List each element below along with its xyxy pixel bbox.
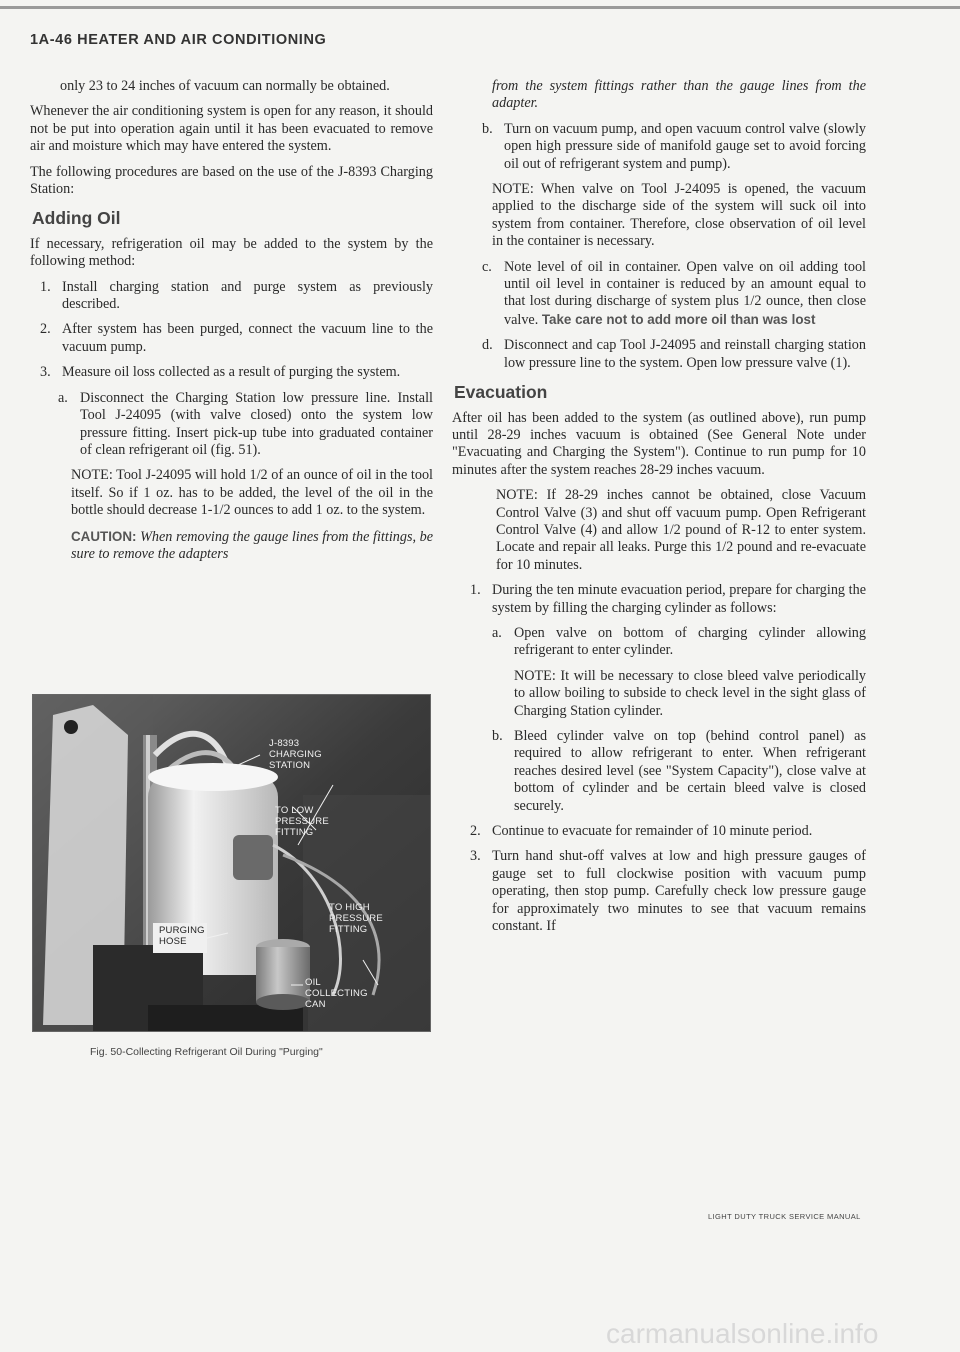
- list-item: b. Turn on vacuum pump, and open vacuum control valve (slowly open high pressure side of manifold gauge set to avoid forcing oil out of refrigerant system and pump).: [482, 120, 866, 172]
- paragraph: The following procedures are based on the use of the J-8393 Charging Station:: [30, 163, 433, 198]
- paragraph: After oil has been added to the system (as outlined above), run pump until 28-29 inches vacuum is obtained (See General Note under "Evacuating and Charging the System"). Continue to run pump for 10 minutes after the system reaches 28-29 inches vacuum.: [452, 409, 866, 478]
- list-item: 1. During the ten minute evacuation period, prepare for charging the system by filling the charging cylinder as follows:: [470, 582, 866, 616]
- label-high-pressure-fitting: TO HIGH PRESSURE FITTING: [329, 902, 383, 935]
- list-item: c. Note level of oil in container. Open valve on oil adding tool until oil level in container is reduced by an amount equal to that lost during discharge of system plus 1/2 ounce, then close valve. Take care not to add more oil than was lost: [482, 258, 866, 328]
- figure-photo: [32, 694, 431, 1032]
- left-column: [30, 78, 433, 571]
- list-item: 1. Install charging station and purge system as previously described.: [40, 278, 433, 313]
- figure-caption: Fig. 50-Collecting Refrigerant Oil During "Purging": [90, 1046, 323, 1058]
- label-charging-station: J-8393 CHARGING STATION: [269, 738, 322, 771]
- page-header: 1A-46 HEATER AND AIR CONDITIONING: [30, 32, 327, 48]
- list-item: b. Bleed cylinder valve on top (behind control panel) as required to allow refrigerant to enter. When refrigerant reaches desired level (see "System Capacity"), close valve at bottom of cylinder and be certain bleed valve is closed securely.: [492, 728, 866, 814]
- caution: [30, 528, 433, 564]
- note: NOTE: Tool J-24095 will hold 1/2 of an ounce of oil in the tool itself. So if 1 oz. has to be added, the level of the oil in the bottle should decrease 1-1/2 ounces to add 1 oz. to the system.: [71, 467, 433, 519]
- caution-label: CAUTION:: [71, 528, 137, 544]
- emphasis: Take care not to add more oil than was lost: [541, 311, 816, 327]
- section-heading-adding-oil: Adding Oil: [32, 208, 121, 229]
- list-item: 2. After system has been purged, connect the vacuum line to the vacuum pump.: [40, 321, 433, 355]
- paragraph: Whenever the air conditioning system is open for any reason, it should not be put into operation again until it has been evacuated to remove air and moisture which may have entered the system.: [30, 103, 433, 155]
- list-item: a. Disconnect the Charging Station low pressure line. Install Tool J-24095 (with valve closed) onto the system low pressure fitting. Insert pick-up tube into graduated container of clean refrigerant oil (fig. 51).: [58, 389, 433, 458]
- caution-text: When removing the gauge lines from the fittings, be sure to remove the adapters: [71, 528, 434, 562]
- paragraph: only 23 to 24 inches of vacuum can normally be obtained.: [60, 78, 390, 94]
- charging-station-illustration: [33, 695, 430, 1031]
- page-footer: LIGHT DUTY TRUCK SERVICE MANUAL: [708, 1212, 861, 1221]
- label-low-pressure-fitting: TO LOW PRESSURE FITTING: [275, 805, 329, 838]
- continued-caution: from the system fittings rather than the gauge lines from the adapter.: [492, 78, 866, 112]
- paragraph: If necessary, refrigeration oil may be added to the system by the following method:: [30, 235, 433, 270]
- section-heading-evacuation: Evacuation: [454, 382, 548, 403]
- list-item: 3. Turn hand shut-off valves at low and high pressure gauges of gauge set to full clockwise position with vacuum pump operating, then stop pump. Carefully check low pressure gauge for approximately two minutes to see that vacuum remains constant. If: [470, 848, 866, 935]
- label-purging-hose: PURGING HOSE: [159, 925, 205, 947]
- watermark: carmanualsonline.info: [606, 1318, 879, 1349]
- list-item: a. Open valve on bottom of charging cylinder allowing refrigerant to enter cylinder.: [492, 624, 866, 659]
- list-item: d. Disconnect and cap Tool J-24095 and reinstall charging station low pressure line to the system. Open low pressure valve (1).: [482, 337, 866, 371]
- list-item: 2. Continue to evacuate for remainder of 10 minute period.: [470, 823, 813, 840]
- note: NOTE: When valve on Tool J-24095 is opened, the vacuum applied to the discharge side of the system will suck oil into system from container. Therefore, close observation of oil level in the container is necessary.: [492, 181, 866, 250]
- right-column: [452, 78, 866, 943]
- list-item: 3. Measure oil loss collected as a result of purging the system.: [40, 364, 401, 381]
- label-oil-collecting-can: OIL COLLECTING CAN: [305, 977, 368, 1010]
- note: NOTE: If 28-29 inches cannot be obtained, close Vacuum Control Valve (3) and shut off vacuum pump. Open Refrigerant Control Valve (4) and allow 1/2 pound of R-12 to enter system. Locate and repair all leaks. Purge this 1/2 pound and re-evacuate for 10 minutes.: [496, 487, 866, 573]
- top-rule: [0, 6, 960, 9]
- note: NOTE: It will be necessary to close bleed valve periodically to allow boiling to subside to check level in the sight glass of Charging Station cylinder.: [514, 667, 866, 719]
